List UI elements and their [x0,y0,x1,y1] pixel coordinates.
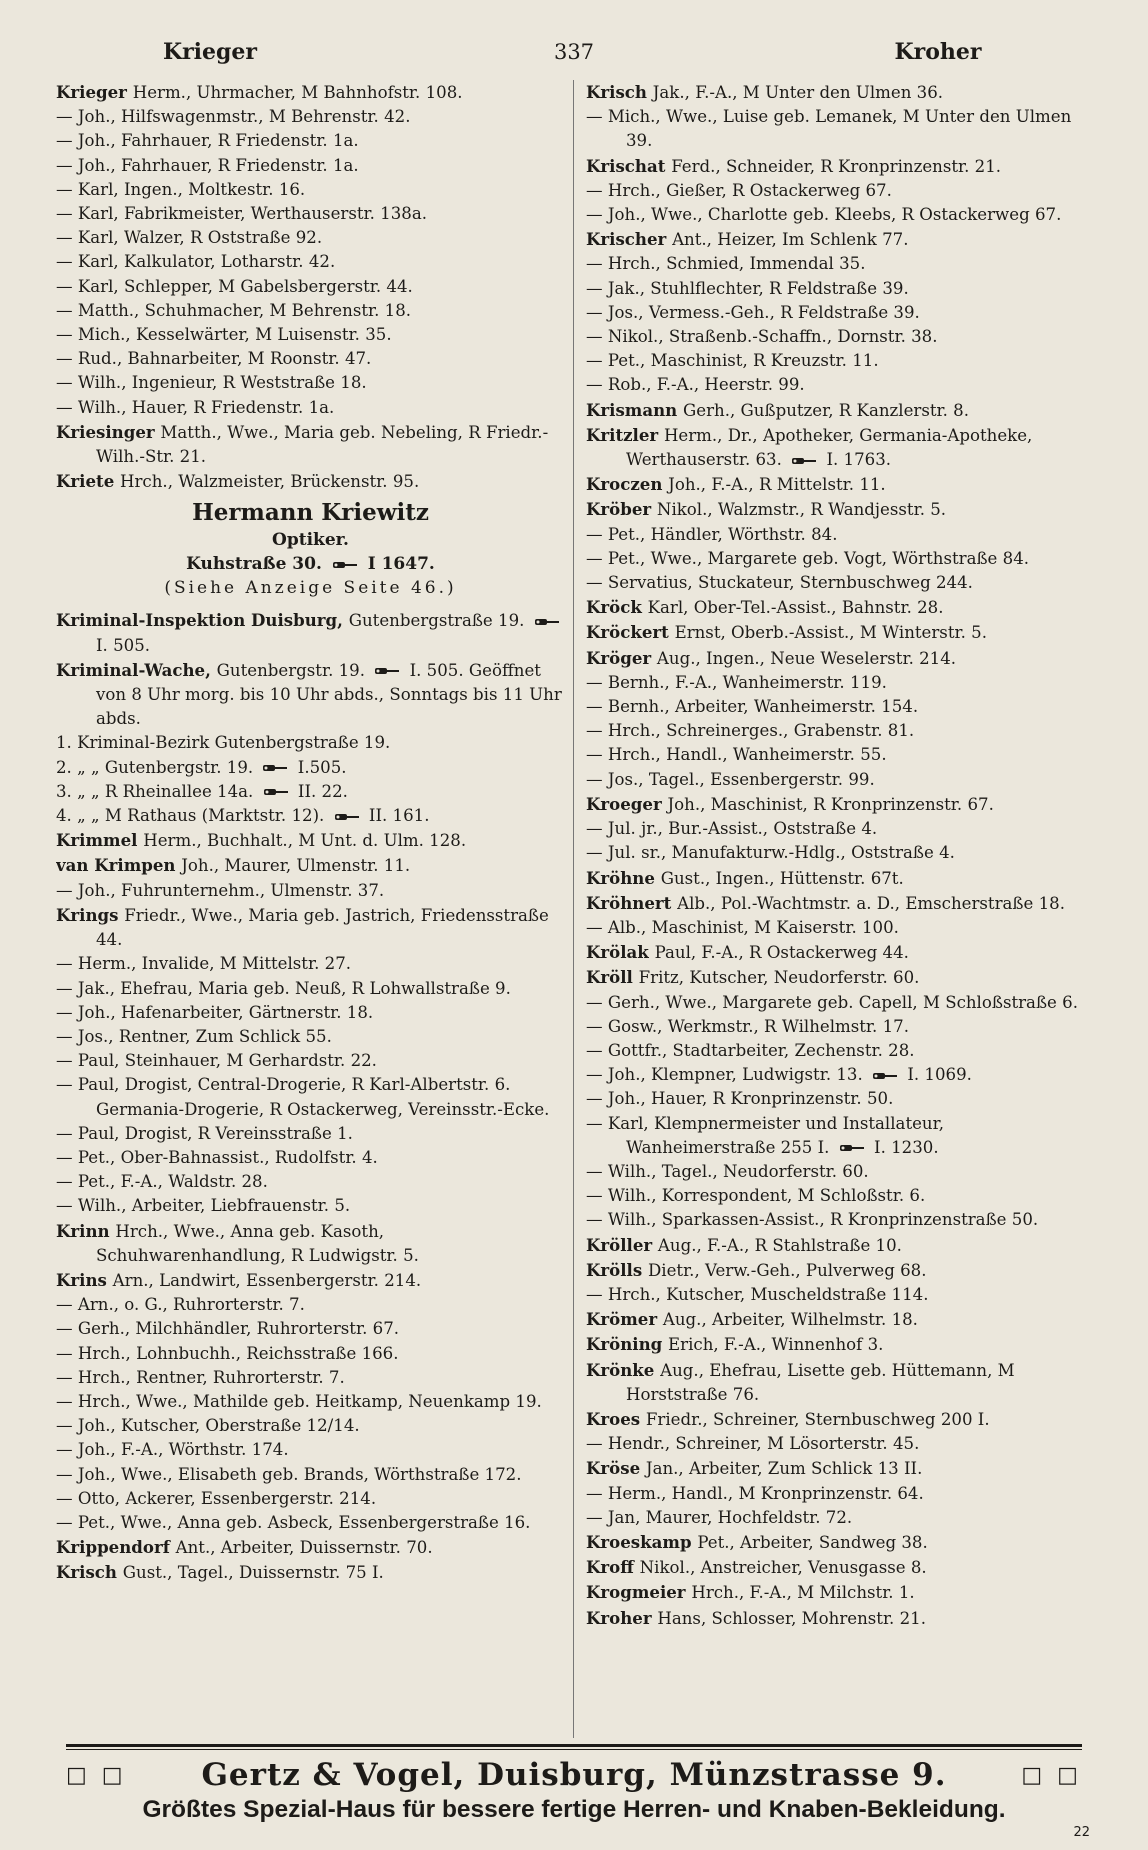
entry-details: — Pet., Wwe., Margarete geb. Vogt, Wörthstraße 84. [586,548,1030,568]
directory-entry [56,347,565,371]
directory-entry [586,497,1092,522]
entry-details: — Wilh., Sparkassen-Assist., R Kronprinzenstraße 50. [586,1210,1039,1230]
entry-surname: Kriminal-Inspektion Duisburg, [56,610,349,631]
directory-entry [56,226,565,250]
entry-details: — Hrch., Lohnbuchh., Reichsstraße 166. [56,1343,399,1363]
directory-entry [586,1482,1092,1506]
directory-entry [56,853,565,878]
directory-entry [586,154,1092,179]
directory-entry [586,671,1092,695]
directory-entry [586,1208,1092,1232]
entry-details: Ant., Heizer, Im Schlenk 77. [672,230,909,250]
directory-entry [586,1606,1092,1631]
directory-entry [586,1039,1092,1063]
entry-details: — Joh., F.-A., Wörthstr. 174. [56,1440,289,1460]
directory-entry [586,80,1092,105]
directory-entry [586,646,1092,671]
page-number: 337 [553,40,595,64]
entry-details: Gutenbergstr. 19. [216,660,366,680]
directory-entry [56,323,565,347]
directory-entry [586,252,1092,276]
directory-entry [56,1001,565,1025]
footer-boxes-right: □ □ [1021,1762,1082,1788]
directory-entry [586,965,1092,990]
directory-entry [56,1366,565,1390]
entry-details: Nikol., Anstreicher, Venusgasse 8. [639,1558,927,1578]
entry-details: 2. „ „ Gutenbergstr. 19. [56,757,254,777]
directory-entry [56,1268,565,1293]
entry-surname: Kroes [586,1408,646,1429]
entry-details: — Servatius, Stuckateur, Sternbuschweg 244. [586,573,973,593]
entry-details: Hrch., F.-A., M Milchstr. 1. [691,1583,915,1603]
telephone-icon [871,1071,899,1081]
entry-details: — Jos., Rentner, Zum Schlick 55. [56,1026,332,1046]
entry-surname: Kriesinger [56,421,161,442]
directory-entry [56,903,565,952]
entry-surname: Krischer [586,229,673,250]
entry-surname: Krisch [586,82,653,102]
entry-details: — Joh., Hauer, R Kronprinzenstr. 50. [586,1089,894,1109]
directory-entry [56,1049,565,1073]
directory-entry [56,1438,565,1462]
telephone-icon [373,666,401,676]
entry-surname: Kroeskamp [586,1531,698,1552]
entry-surname: Kritzler [586,424,664,445]
telephone-icon [331,560,359,570]
entry-surname: Krischat [586,155,672,176]
directory-entry [586,179,1092,203]
directory-entry [586,1580,1092,1605]
directory-entry [56,105,565,129]
entry-details: — Karl, Klempnermeister und Installateur, Wanheimerstraße 255 I. [586,1113,944,1157]
footer-rule-thin [66,1749,1082,1750]
directory-entry [56,1390,565,1414]
entry-details: Dietr., Verw.-Geh., Pulverweg 68. [647,1260,927,1280]
telephone-icon [261,763,289,773]
directory-entry [586,349,1092,373]
entry-surname: Krimmel [56,830,144,851]
entry-details: — Matth., Schuhmacher, M Behrenstr. 18. [56,300,412,320]
telephone-icon [790,456,818,466]
entry-surname: Krismann [586,399,684,420]
entry-details: Paul, F.-A., R Ostackerweg 44. [654,943,909,963]
entry-details: Joh., Maschinist, R Kronprinzenstr. 67. [667,794,994,814]
footer-advert-subtitle: Größtes Spezial-Haus für bessere fertige Herren- und Knaben-Bekleidung. [142,1796,1006,1823]
telephone-icon [838,1143,866,1153]
entry-surname: Kroff [586,1557,640,1578]
entry-details: — Pet., Händler, Wörthstr. 84. [586,524,838,544]
directory-entry [56,202,565,226]
entry-details: — Jak., Stuhlflechter, R Feldstraße 39. [586,278,909,298]
entry-details: — Gerh., Wwe., Margarete geb. Capell, M Schloßstraße 6. [586,992,1078,1012]
directory-entry [586,743,1092,767]
directory-entry [586,1063,1092,1087]
directory-entry [586,1555,1092,1580]
footer-advert [66,1752,1082,1798]
entry-details: — Joh., Kutscher, Oberstraße 12/14. [56,1416,360,1436]
directory-entry [56,1073,565,1121]
entry-details: — Paul, Drogist, Central-Drogerie, R Karl-Albertstr. 6. Germania-Drogerie, R Ostackerweg, Vereinsstr.-Ecke. [56,1075,550,1119]
directory-entry [586,325,1092,349]
directory-entry [56,756,565,780]
entry-details: Karl, Ober-Tel.-Assist., Bahnstr. 28. [647,598,944,618]
entry-details: — Bernh., Arbeiter, Wanheimerstr. 154. [586,697,919,717]
entry-details: Joh., Maurer, Ulmenstr. 11. [181,856,411,876]
directory-entry [56,1487,565,1511]
entry-details: — Joh., Wwe., Elisabeth geb. Brands, Wörthstraße 172. [56,1464,522,1484]
directory-entry [56,952,565,976]
entry-surname: Kröll [586,967,639,988]
directory-entry [586,1530,1092,1555]
entry-details: — Hrch., Gießer, R Ostackerweg 67. [586,180,892,200]
advertisement-kriewitz [56,498,565,600]
directory-entry [586,841,1092,865]
entry-details: — Jan, Maurer, Hochfeldstr. 72. [586,1507,853,1527]
entry-details: — Jos., Tagel., Essenbergerstr. 99. [586,769,875,789]
entry-surname: Kröber [586,499,657,520]
directory-entry [56,658,565,732]
entry-surname: Kröhnert [586,892,678,913]
entry-details: — Karl, Ingen., Moltkestr. 16. [56,179,306,199]
entry-surname: van Krimpen [56,855,182,876]
entry-details: — Paul, Steinhauer, M Gerhardstr. 22. [56,1051,377,1071]
left-column [56,80,574,1738]
entry-surname: Kröger [586,647,657,668]
entry-details: — Gottfr., Stadtarbeiter, Zechenstr. 28. [586,1040,915,1060]
entry-details: Jan., Arbeiter, Zum Schlick 13 II. [645,1459,923,1479]
entry-details: — Hrch., Rentner, Ruhrorterstr. 7. [56,1367,345,1387]
entry-details: — Pet., Maschinist, R Kreuzstr. 11. [586,351,879,371]
entry-details: — Arn., o. G., Ruhrorterstr. 7. [56,1295,305,1315]
entry-details: — Nikol., Straßenb.-Schaffn., Dornstr. 38. [586,327,938,347]
entry-surname: Krinn [56,1220,116,1241]
entry-details: — Karl, Walzer, R Oststraße 92. [56,228,323,248]
entry-surname: Krisch [56,1562,123,1583]
entry-details: — Jul. jr., Bur.-Assist., Oststraße 4. [586,819,878,839]
entry-phone: I.505. [292,757,347,777]
entry-details: Ferd., Schneider, R Kronprinzenstr. 21. [671,156,1002,176]
directory-entry [56,371,565,395]
entry-details: — Hrch., Wwe., Mathilde geb. Heitkamp, Neuenkamp 19. [56,1391,542,1411]
entry-details: Jak., F.-A., M Unter den Ulmen 36. [652,83,944,102]
entry-details: — Hrch., Schmied, Immendal 35. [586,254,866,274]
entry-details: — Pet., Wwe., Anna geb. Asbeck, Essenbergerstraße 16. [56,1512,531,1532]
entry-details: — Hrch., Kutscher, Muscheldstraße 114. [586,1284,929,1304]
columns [56,80,1092,1738]
entry-details: Gerh., Gußputzer, R Kanzlerstr. 8. [683,400,969,420]
directory-entry [56,1560,565,1585]
directory-entry [586,595,1092,620]
entry-phone: II. 161. [363,806,430,826]
entry-details: Arn., Landwirt, Essenbergerstr. 214. [112,1270,422,1290]
entry-surname: Kroeger [586,793,668,814]
directory-entry [586,719,1092,743]
entry-details: Nikol., Walzmstr., R Wandjesstr. 5. [656,500,947,520]
entry-details: Herm., Buchhalt., M Unt. d. Ulm. 128. [143,831,467,851]
entry-details: — Joh., Hilfswagenmstr., M Behrenstr. 42. [56,107,411,127]
directory-entry [56,129,565,153]
entry-details: Joh., F.-A., R Mittelstr. 11. [668,475,886,495]
entry-details: — Joh., Klempner, Ludwigstr. 13. [586,1065,863,1085]
telephone-icon [533,617,561,627]
footer-advert-title: Gertz & Vogel, Duisburg, Münzstrasse 9. [201,1757,947,1793]
entry-surname: Kroher [586,1607,658,1628]
directory-entry [56,1194,565,1218]
entry-details: — Wilh., Hauer, R Friedenstr. 1a. [56,397,335,417]
directory-entry [586,105,1092,153]
directory-entry [586,1456,1092,1481]
entry-details: — Otto, Ackerer, Essenbergerstr. 214. [56,1488,377,1508]
entry-details: Gust., Tagel., Duissernstr. 75 I. [122,1563,384,1583]
entry-details: — Joh., Hafenarbeiter, Gärtnerstr. 18. [56,1002,374,1022]
entry-details: — Wilh., Ingenieur, R Weststraße 18. [56,373,367,393]
entry-details: — Jos., Vermess.-Geh., R Feldstraße 39. [586,302,920,322]
entry-surname: Krogmeier [586,1582,692,1603]
directory-entry [586,1184,1092,1208]
directory-entry [56,154,565,178]
entry-details: Hrch., Wwe., Anna geb. Kasoth, Schuhwarenhandlung, R Ludwigstr. 5. [96,1221,419,1265]
entry-surname: Kröller [586,1234,658,1255]
entry-details: Aug., Arbeiter, Wilhelmstr. 18. [662,1310,918,1330]
entry-phone: I. 1230. [868,1137,939,1157]
entry-surname: Kröning [586,1334,669,1355]
entry-surname: Krings [56,904,125,925]
directory-entry [56,1146,565,1170]
header-left-keyword: Krieger [162,39,258,65]
directory-entry [586,1358,1092,1407]
entry-details: Ant., Arbeiter, Duissernstr. 70. [175,1538,433,1558]
ad-note: (Siehe Anzeige Seite 46.) [164,578,457,599]
directory-entry [586,203,1092,227]
entry-surname: Kroczen [586,474,669,495]
entry-details: — Karl, Fabrikmeister, Werthauserstr. 138a. [56,204,428,224]
ad-name: Hermann Kriewitz [192,499,429,527]
directory-entry [586,1432,1092,1456]
ad-address: Kuhstraße 30. I 1647. [186,554,435,575]
footer-boxes-left: □ □ [66,1762,127,1788]
directory-entry [56,299,565,323]
directory-entry [586,1112,1092,1160]
directory-entry [586,1506,1092,1530]
directory-entry [56,1122,565,1146]
entry-details: Gutenbergstraße 19. [348,611,525,631]
directory-entry [56,977,565,1001]
entry-details: — Hrch., Handl., Wanheimerstr. 55. [586,745,887,765]
entry-details: — Mich., Kesselwärter, M Luisenstr. 35. [56,325,392,345]
directory-entry [56,1025,565,1049]
entry-details: Erich, F.-A., Winnenhof 3. [668,1335,884,1355]
entry-details: — Joh., Fuhrunternehm., Ulmenstr. 37. [56,880,385,900]
directory-entry [586,1258,1092,1283]
directory-entry [586,301,1092,325]
entry-details: — Pet., F.-A., Waldstr. 28. [56,1172,268,1192]
directory-entry [586,1160,1092,1184]
directory-entry [56,1535,565,1560]
entry-details: Friedr., Schreiner, Sternbuschweg 200 I. [645,1409,990,1429]
footer-rule [66,1744,1082,1747]
entry-surname: Kröse [586,1458,646,1479]
directory-entry [56,1414,565,1438]
header-right-keyword: Kroher [894,39,982,65]
directory-entry [56,608,565,657]
directory-entry [586,940,1092,965]
directory-entry [56,1293,565,1317]
entry-details: — Wilh., Korrespondent, M Schloßstr. 6. [586,1186,926,1206]
directory-entry [56,879,565,903]
directory-entry [56,178,565,202]
entry-note: Geöffnet von 8 Uhr morg. bis 10 Uhr abds., Sonntags bis 11 Uhr abds. [96,660,562,729]
entry-details: — Rob., F.-A., Heerstr. 99. [586,375,805,395]
entry-surname: Kriminal-Wache, [56,659,217,680]
directory-entry [586,547,1092,571]
directory-entry [586,227,1092,252]
entry-details: Matth., Wwe., Maria geb. Nebeling, R Friedr.-Wilh.-Str. 21. [96,422,549,467]
directory-entry [56,1342,565,1366]
entry-details: Friedr., Wwe., Maria geb. Jastrich, Friedensstraße 44. [96,905,549,950]
directory-entry [56,1170,565,1194]
entry-details: — Herm., Invalide, M Mittelstr. 27. [56,954,352,974]
entry-surname: Krömer [586,1309,663,1330]
entry-surname: Krins [56,1269,113,1290]
directory-entry [586,277,1092,301]
entry-phone: I. 505. [96,635,151,655]
entry-details: 1. Kriminal-Bezirk Gutenbergstraße 19. [56,733,391,753]
entry-surname: Krönke [586,1359,661,1380]
entry-details: Hans, Schlosser, Mohrenstr. 21. [657,1608,926,1628]
entry-details: 4. „ „ M Rathaus (Marktstr. 12). [56,806,325,826]
directory-entry [586,1015,1092,1039]
entry-surname: Krölls [586,1259,648,1280]
directory-entry [586,1332,1092,1357]
entry-details: Hrch., Walzmeister, Brückenstr. 95. [120,472,420,492]
entry-surname: Krieger [56,82,133,102]
entry-details: Pet., Arbeiter, Sandweg 38. [697,1532,928,1552]
telephone-icon [262,787,290,797]
directory-entry [56,469,565,494]
entry-surname: Kröhne [586,867,661,888]
entry-details: — Joh., Fahrhauer, R Friedenstr. 1a. [56,131,359,151]
entry-details: — Jak., Ehefrau, Maria geb. Neuß, R Lohwallstraße 9. [56,978,511,998]
entry-details: — Wilh., Arbeiter, Liebfrauenstr. 5. [56,1196,351,1216]
directory-entry [586,423,1092,472]
directory-entry [586,768,1092,792]
directory-entry [586,472,1092,497]
directory-entry [586,792,1092,817]
entry-phone: I. 1763. [821,450,892,470]
directory-entry [586,991,1092,1015]
entry-details: Aug., F.-A., R Stahlstraße 10. [657,1235,902,1255]
directory-entry [586,523,1092,547]
entry-details: — Joh., Fahrhauer, R Friedenstr. 1a. [56,155,359,175]
directory-entry [56,1463,565,1487]
directory-entry [56,804,565,828]
directory-entry [56,780,565,804]
entry-surname: Kröckert [586,622,675,643]
corner-mark: 22 [1073,1825,1090,1840]
entry-surname: Kriete [56,471,121,492]
entry-details: — Gosw., Werkmstr., R Wilhelmstr. 17. [586,1016,909,1036]
telephone-icon [333,812,361,822]
right-column [574,80,1092,1738]
entry-phone: I. 1069. [902,1065,972,1085]
entry-details: — Jul. sr., Manufakturw.-Hdlg., Oststraße 4. [586,843,955,863]
entry-details: — Joh., Wwe., Charlotte geb. Kleebs, R Ostackerweg 67. [586,205,1062,225]
entry-details: Ernst, Oberb.-Assist., M Winterstr. 5. [674,623,987,643]
directory-entry [586,398,1092,423]
directory-entry [586,373,1092,397]
directory-entry [56,250,565,274]
entry-details: — Herm., Handl., M Kronprinzenstr. 64. [586,1483,924,1503]
directory-entry [56,396,565,420]
ad-profession: Optiker. [272,530,349,551]
directory-entry [586,571,1092,595]
directory-entry [56,731,565,755]
entry-details: — Bernh., F.-A., Wanheimerstr. 119. [586,672,887,692]
directory-entry [56,275,565,299]
directory-entry [56,1511,565,1535]
entry-details: — Gerh., Milchhändler, Ruhrorterstr. 67. [56,1319,400,1339]
entry-details: Gust., Ingen., Hüttenstr. 67t. [660,868,904,888]
entry-details: Herm., Uhrmacher, M Bahnhofstr. 108. [132,83,463,102]
directory-entry [56,420,565,469]
directory-entry [586,916,1092,940]
directory-entry [56,80,565,105]
directory-entry [586,1087,1092,1111]
directory-entry [586,1307,1092,1332]
entry-surname: Krippendorf [56,1537,176,1558]
entry-details: Herm., Dr., Apotheker, Germania-Apotheke, Werthauserstr. 63. [626,425,1033,470]
entry-details: — Alb., Maschinist, M Kaiserstr. 100. [586,917,899,937]
entry-details: — Paul, Drogist, R Vereinsstraße 1. [56,1123,353,1143]
directory-entry [586,1283,1092,1307]
directory-entry [586,620,1092,645]
entry-details: — Mich., Wwe., Luise geb. Lemanek, M Unter den Ulmen 39. [586,107,1072,151]
directory-entry [586,1407,1092,1432]
entry-details: Aug., Ehefrau, Lisette geb. Hüttemann, M Horststraße 76. [626,1360,1015,1404]
page-header [60,32,1088,72]
directory-entry [56,828,565,853]
entry-phone: II. 22. [292,781,348,801]
entry-details: — Karl, Kalkulator, Lotharstr. 42. [56,252,336,272]
entry-details: 3. „ „ R Rheinallee 14a. [56,781,254,801]
entry-details: — Hendr., Schreiner, M Lösorterstr. 45. [586,1434,920,1454]
entry-details: Alb., Pol.-Wachtmstr. a. D., Emscherstraße 18. [677,893,1065,913]
entry-details: Fritz, Kutscher, Neudorferstr. 60. [638,968,920,988]
directory-entry [586,1233,1092,1258]
entry-details: — Hrch., Schreinerges., Grabenstr. 81. [586,721,915,741]
entry-details: — Wilh., Tagel., Neudorferstr. 60. [586,1161,869,1181]
directory-entry [56,1317,565,1341]
directory-entry [586,891,1092,916]
entry-details: Aug., Ingen., Neue Weselerstr. 214. [656,648,957,668]
entry-phone: I. 505. [404,660,464,680]
directory-entry [586,817,1092,841]
entry-details: — Pet., Ober-Bahnassist., Rudolfstr. 4. [56,1147,378,1167]
directory-entry [56,1219,565,1268]
entry-details: — Karl, Schlepper, M Gabelsbergerstr. 44. [56,276,413,296]
entry-surname: Kröck [586,597,648,618]
entry-details: — Rud., Bahnarbeiter, M Roonstr. 47. [56,349,372,369]
entry-surname: Krölak [586,942,655,963]
directory-entry [586,866,1092,891]
directory-entry [586,695,1092,719]
